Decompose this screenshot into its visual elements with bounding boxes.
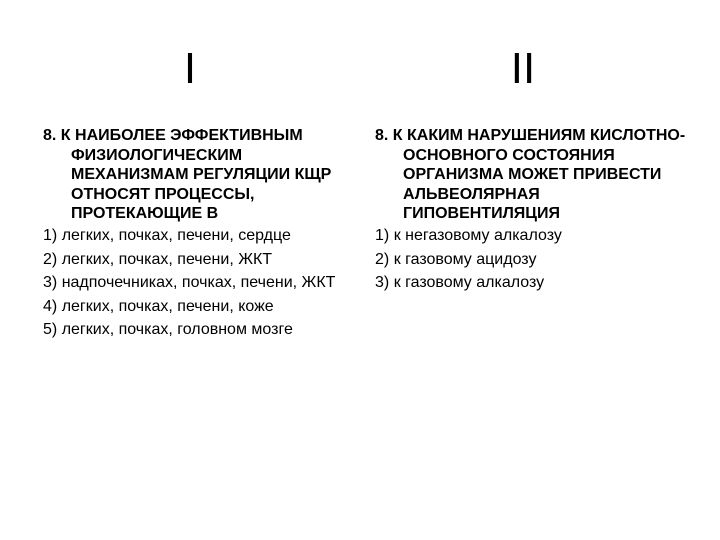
column-header-left: I	[183, 44, 197, 93]
option-text: к негазовому алкалозу	[393, 226, 562, 244]
answer-option	[43, 320, 358, 340]
question-left	[43, 126, 358, 224]
answer-option	[43, 226, 358, 246]
left-column	[43, 126, 358, 344]
question-right	[375, 126, 695, 224]
option-text: к газовому ацидозу	[393, 250, 537, 268]
question-number-right: 8.	[375, 127, 389, 144]
right-column	[375, 126, 695, 297]
option-text: к газовому алкалозу	[393, 274, 545, 292]
option-number: 5)	[43, 321, 58, 339]
question-text-left: К НАИБОЛЕЕ ЭФФЕКТИВНЫМ ФИЗИОЛОГИЧЕСКИМ МЕХАНИЗМАМ РЕГУЛЯЦИИ КЩР ОТНОСЯТ ПРОЦЕССЫ, ПРОТЕКАЮЩИЕ В	[60, 127, 332, 223]
answer-option	[43, 273, 358, 293]
option-number: 3)	[375, 274, 390, 292]
answer-option	[375, 250, 695, 270]
answer-option	[375, 226, 695, 246]
option-number: 2)	[43, 250, 58, 268]
option-number: 1)	[43, 226, 58, 244]
option-number: 1)	[375, 226, 390, 244]
question-text-right: К КАКИМ НАРУШЕНИЯМ КИСЛОТНО-ОСНОВНОГО СОСТОЯНИЯ ОРГАНИЗМА МОЖЕТ ПРИВЕСТИ АЛЬВЕОЛЯРНАЯ ГИПОВЕНТИЛЯЦИЯ	[392, 127, 686, 223]
option-number: 3)	[43, 274, 58, 292]
option-text: легких, почках, печени, ЖКТ	[61, 250, 273, 268]
question-number-left: 8.	[43, 127, 57, 144]
option-text: легких, почках, печени, сердце	[61, 226, 291, 244]
answer-option	[43, 297, 358, 317]
answer-option	[375, 273, 695, 293]
option-number: 2)	[375, 250, 390, 268]
option-number: 4)	[43, 297, 58, 315]
option-text: легких, почках, печени, коже	[61, 297, 274, 315]
option-text: легких, почках, головном мозге	[61, 321, 293, 339]
answer-option	[43, 250, 358, 270]
option-text: надпочечниках, почках, печени, ЖКТ	[61, 274, 336, 292]
column-header-right: II	[510, 44, 536, 93]
